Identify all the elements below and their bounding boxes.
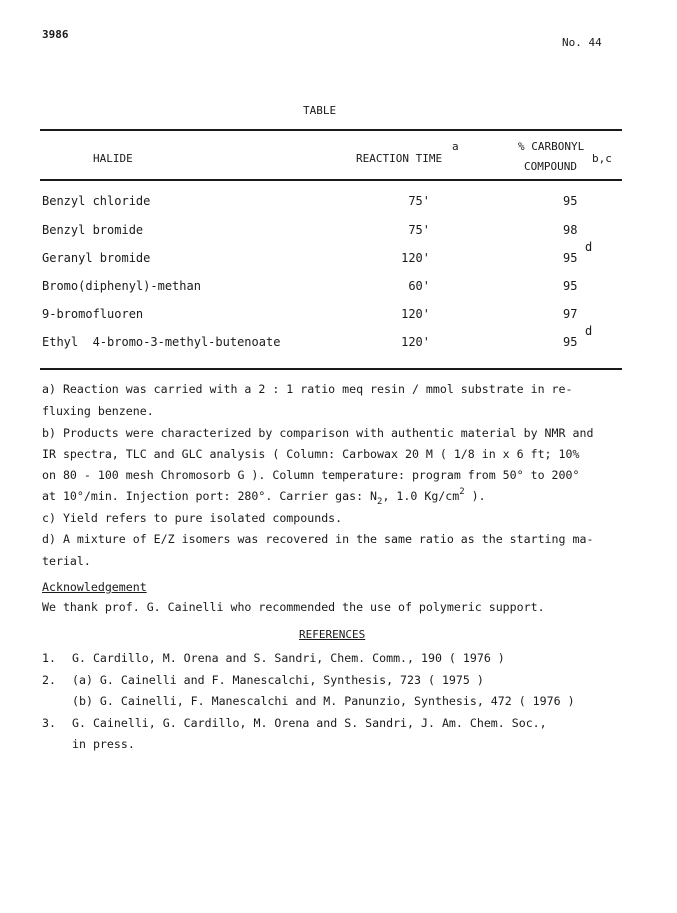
- col-header-carbonyl-2: COMPOUND: [524, 160, 577, 173]
- cell-time: 120': [401, 307, 430, 321]
- reference-text: in press.: [72, 737, 135, 751]
- page-number: 3986: [42, 28, 69, 41]
- footnote-b-line-1: b) Products were characterized by comparison with authentic material by NMR and: [42, 426, 594, 440]
- cell-halide: 9-bromofluoren: [42, 307, 144, 321]
- cell-time: 120': [401, 335, 430, 349]
- cell-note: d: [585, 324, 593, 338]
- cell-yield: 97: [563, 307, 578, 321]
- cell-yield: 95: [563, 279, 578, 293]
- footnote-b-line-3: on 80 - 100 mesh Chromosorb G ). Column temperature: program from 50° to 200°: [42, 468, 580, 482]
- cell-time: 120': [401, 251, 430, 265]
- table-bottom-rule: [40, 368, 622, 370]
- reference-number: 2.: [42, 673, 56, 687]
- cell-halide: Bromo(diphenyl)-methan: [42, 279, 201, 293]
- table-top-rule: [40, 129, 622, 131]
- cell-time: 60': [408, 279, 430, 293]
- nitrogen-subscript: 2: [377, 497, 383, 507]
- footnote-a-line-2: fluxing benzene.: [42, 404, 154, 418]
- reference-text: G. Cardillo, M. Orena and S. Sandri, Chem. Comm., 190 ( 1976 ): [72, 651, 505, 665]
- footnote-b-line-4-end: ).: [464, 489, 486, 503]
- reference-text: (a) G. Cainelli and F. Manescalchi, Synthesis, 723 ( 1975 ): [72, 673, 484, 687]
- cell-halide: Geranyl bromide: [42, 251, 151, 265]
- col-header-time-sup: a: [452, 140, 459, 153]
- footnote-d-line-1: d) A mixture of E/Z isomers was recovered in the same ratio as the starting ma-: [42, 532, 594, 546]
- acknowledgement-text: We thank prof. G. Cainelli who recommended the use of polymeric support.: [42, 600, 545, 614]
- cell-yield: 98: [563, 223, 578, 237]
- col-header-carbonyl-sup: b,c: [592, 152, 612, 165]
- reference-number: 3.: [42, 716, 56, 730]
- col-header-halide: HALIDE: [93, 152, 133, 165]
- cell-yield: 95: [563, 335, 578, 349]
- cell-time: 75': [408, 194, 430, 208]
- footnote-d-line-2: terial.: [42, 554, 91, 568]
- reference-text: (b) G. Cainelli, F. Manescalchi and M. Panunzio, Synthesis, 472 ( 1976 ): [72, 694, 575, 708]
- references-heading: REFERENCES: [299, 628, 366, 641]
- cell-note: d: [585, 240, 593, 254]
- footnote-b-line-4-text: at 10°/min. Injection port: 280°. Carrier gas: N: [42, 489, 378, 503]
- issue-number: No. 44: [562, 36, 602, 49]
- footnote-b-line-2: IR spectra, TLC and GLC analysis ( Column: Carbowax 20 M ( 1/8 in x 6 ft; 10%: [42, 447, 580, 461]
- cell-halide: Ethyl 4-bromo-3-methyl-butenoate: [42, 335, 281, 349]
- footnote-c-line-1: c) Yield refers to pure isolated compounds.: [42, 511, 343, 525]
- col-header-carbonyl-1: % CARBONYL: [518, 140, 585, 153]
- acknowledgement-heading: Acknowledgement: [42, 580, 147, 594]
- cell-yield: 95: [563, 194, 578, 208]
- footnote-b-line-4: [42, 487, 486, 507]
- cell-halide: Benzyl bromide: [42, 223, 144, 237]
- table-title: TABLE: [303, 104, 337, 117]
- footnote-a-line-1: a) Reaction was carried with a 2 : 1 ratio meq resin / mmol substrate in re-: [42, 382, 573, 396]
- col-header-time: REACTION TIME: [356, 152, 443, 165]
- footnote-b-line-4-pressure: , 1.0 Kg/cm: [382, 489, 460, 503]
- reference-number: 1.: [42, 651, 56, 665]
- table-header-rule: [40, 179, 622, 181]
- cell-time: 75': [408, 223, 430, 237]
- cell-halide: Benzyl chloride: [42, 194, 151, 208]
- pressure-superscript: 2: [459, 487, 465, 497]
- reference-text: G. Cainelli, G. Cardillo, M. Orena and S. Sandri, J. Am. Chem. Soc.,: [72, 716, 547, 730]
- cell-yield: 95: [563, 251, 578, 265]
